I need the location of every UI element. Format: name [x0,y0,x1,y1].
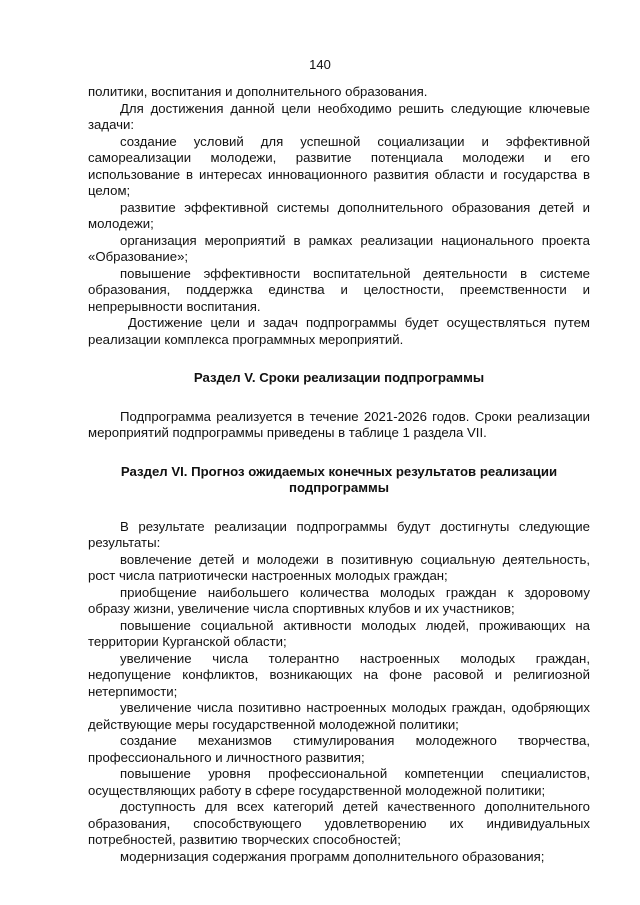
result-item: повышение уровня профессиональной компетенции специалистов, осуществляющих работу в сфере государственной молодежной политики; [88,766,590,798]
section-6-title-line2: подпрограммы [289,480,389,495]
intro-lead: Для достижения данной цели необходимо решить следующие ключевые задачи: [88,100,590,132]
page-content [88,84,590,865]
section-6-lead: В результате реализации подпрограммы будут достигнуты следующие результаты: [88,518,590,550]
section-5-title: Раздел V. Сроки реализации подпрограммы [193,370,485,385]
result-item: создание механизмов стимулирования молодежного творчества, профессионального и личностного развития; [88,733,590,765]
result-item: модернизация содержания программ дополнительного образования; [120,848,545,864]
result-item: увеличение числа позитивно настроенных молодых граждан, одобряющих действующие меры государственной молодежной политики; [88,700,590,732]
task-item: развитие эффективной системы дополнительного образования детей и молодежи; [88,199,590,231]
task-item: создание условий для успешной социализации и эффективной самореализации молодежи, развитие потенциала молодежи и его использование в интересах инновационного развития области и государства в целом; [88,133,590,198]
task-item: повышение эффективности воспитательной деятельности в системе образования, поддержка единства и целостности, преемственности и непрерывности воспитания. [88,265,590,314]
intro-conclusion: Достижение цели и задач подпрограммы будет осуществляться путем реализации комплекса программных мероприятий. [88,315,590,347]
result-item: доступность для всех категорий детей качественного дополнительного образования, способствующего удовлетворению их индивидуальных потребностей, развитию творческих способностей; [88,799,590,847]
page-number: 140 [309,57,331,72]
result-item: повышение социальной активности молодых людей, проживающих на территории Курганской области; [88,617,590,649]
task-item: организация мероприятий в рамках реализации национального проекта «Образование»; [88,232,590,264]
intro-continuation: политики, воспитания и дополнительного образования. [88,84,428,99]
result-item: вовлечение детей и молодежи в позитивную социальную деятельность, рост числа патриотически настроенных молодых граждан; [88,551,590,583]
result-item: увеличение числа толерантно настроенных молодых граждан, недопущение конфликтов, возникающих на фоне расовой и религиозной нетерпимости; [88,650,590,699]
result-item: приобщение наибольшего количества молодых граждан к здоровому образу жизни, увеличение числа спортивных клубов и их участников; [88,584,590,616]
section-5-text: Подпрограмма реализуется в течение 2021-2026 годов. Сроки реализации мероприятий подпрограммы приведены в таблице 1 раздела VII. [88,408,590,440]
section-6-title-line1: Раздел VI. Прогноз ожидаемых конечных результатов реализации [120,463,558,479]
section-6-title [88,464,590,497]
